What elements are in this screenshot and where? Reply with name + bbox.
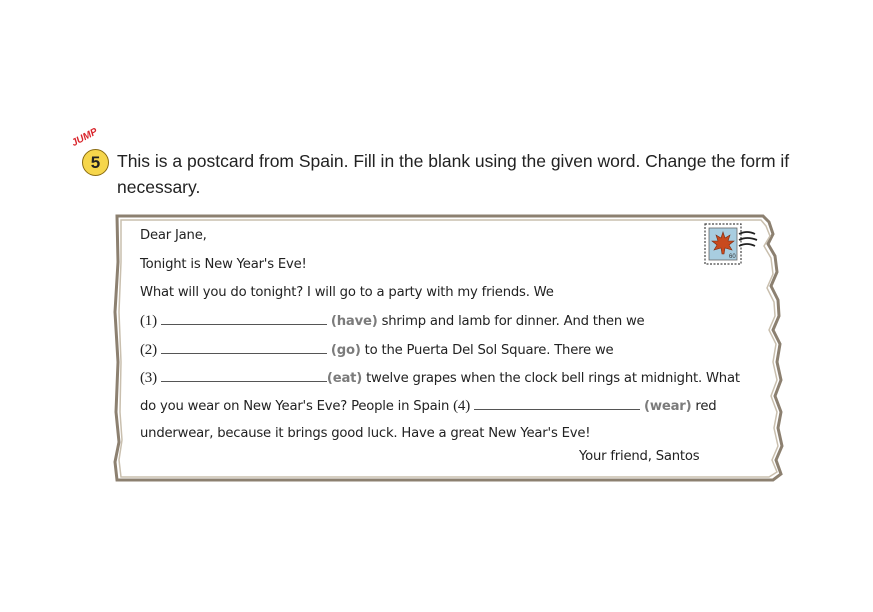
letter-line-2: Tonight is New Year's Eve!: [140, 257, 307, 272]
greeting: Dear Jane,: [140, 228, 207, 243]
answer-blank-4[interactable]: [474, 397, 640, 410]
letter-line-7: do you wear on New Year's Eve? People in Spain: [140, 399, 454, 414]
postage-stamp-icon: [703, 220, 759, 268]
blank-number-2: (2): [140, 342, 157, 358]
letter-line-8: underwear, because it brings good luck. Have a great New Year's Eve!: [140, 426, 591, 441]
blank-line-4: [140, 397, 716, 415]
answer-blank-3[interactable]: [161, 369, 327, 382]
hint-word-4: (wear): [644, 399, 692, 414]
blank-number-1: (1): [140, 313, 157, 329]
stamp-value: 60: [729, 254, 736, 260]
answer-blank-2[interactable]: [161, 341, 327, 354]
blank-4-continuation: red: [691, 399, 717, 414]
signature: Your friend, Santos: [579, 449, 700, 464]
question-instructions: This is a postcard from Spain. Fill in the blank using the given word. Change the form if necessary.: [117, 151, 790, 197]
blank-3-continuation: twelve grapes when the clock bell rings at midnight. What: [362, 371, 740, 386]
blank-number-4: (4): [453, 398, 471, 414]
blank-number-3: (3): [140, 370, 157, 386]
answer-blank-1[interactable]: [161, 312, 327, 325]
hint-word-1: (have): [330, 314, 378, 329]
hint-word-2: (go): [330, 343, 361, 358]
blank-line-2: [140, 341, 613, 359]
blank-line-3: [140, 369, 740, 387]
postcard: [113, 212, 785, 484]
jump-badge: [69, 126, 116, 182]
blank-line-1: [140, 312, 644, 330]
blank-1-continuation: shrimp and lamb for dinner. And then we: [377, 314, 645, 329]
hint-word-3: (eat): [326, 371, 363, 386]
question-number: 5: [82, 149, 109, 176]
jump-label: JUMP: [69, 126, 100, 149]
blank-2-continuation: to the Puerta Del Sol Square. There we: [360, 343, 614, 358]
letter-line-3: What will you do tonight? I will go to a party with my friends. We: [140, 285, 554, 300]
